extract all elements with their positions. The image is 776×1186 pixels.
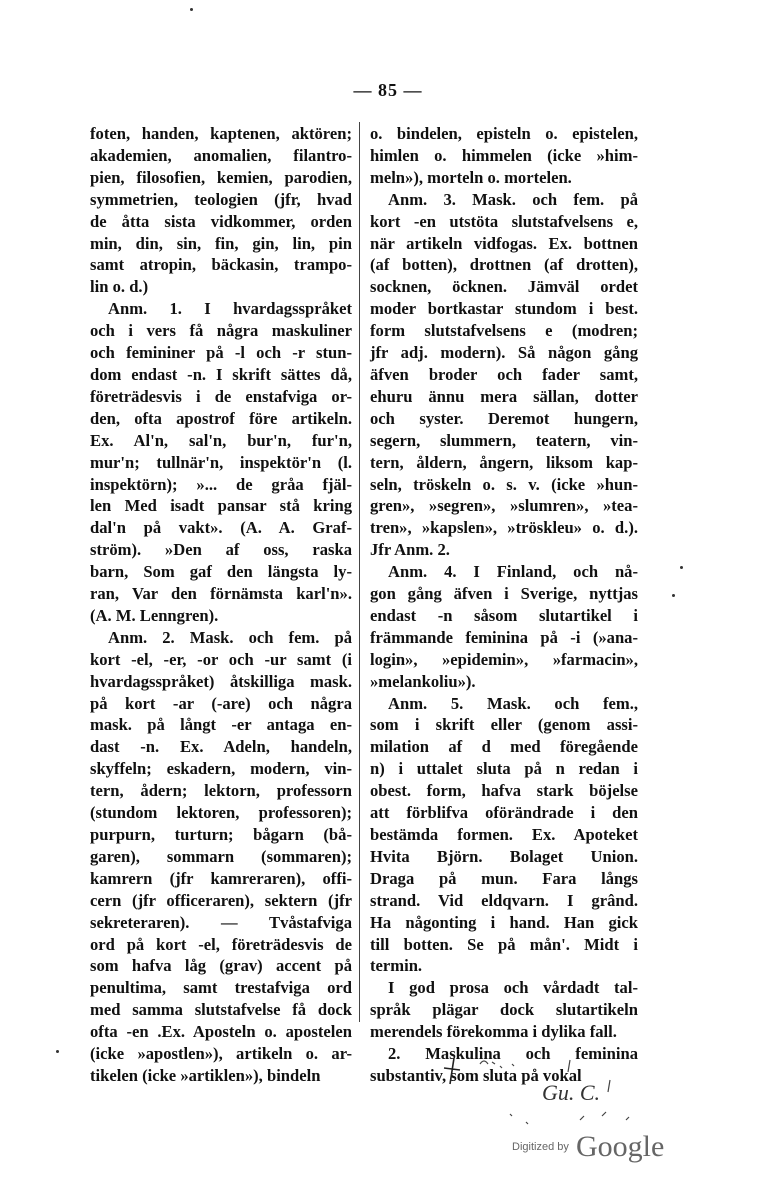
text-line: pien, filosofien, kemien, parodien,	[90, 167, 352, 187]
text-line: Anm. 5. Mask. och fem.,	[388, 693, 638, 713]
text-line: Anm. 1. I hvardagsspråket	[108, 299, 352, 319]
text-line: (A. M. Lenngren).	[90, 605, 219, 625]
text-line: (stundom lektoren, professoren);	[90, 803, 352, 823]
text-line: (af botten), drottnen (af drotten),	[370, 255, 638, 275]
text-line: med samma slutstafvelse få dock	[90, 1000, 352, 1020]
text-line: när artikeln vidfogas. Ex. bottnen	[370, 233, 638, 253]
text-line: och syster. Deremot hungern,	[370, 408, 638, 428]
right-column	[370, 123, 638, 1087]
text-line: gon gång äfven i Sverige, nyttjas	[370, 584, 638, 604]
text-line: meln»), morteln o. mortelen.	[370, 167, 572, 187]
text-line: tern, åldern, ångern, liksom kap-	[370, 452, 638, 472]
text-line: login», »epidemin», »farmacin»,	[370, 649, 638, 669]
page-number: — 85 —	[353, 80, 423, 100]
text-line: tikelen (icke »artiklen»), bindeln	[90, 1065, 321, 1085]
text-line: form slutstafvelsens e (modren;	[370, 321, 638, 341]
text-line: till botten. Se på mån'. Midt i	[370, 934, 638, 954]
text-line: ström). »Den af oss, raska	[90, 540, 352, 560]
text-line: skyffeln; eskadern, modern, vin-	[90, 759, 352, 779]
text-line: socknen, öcknen. Jämväl ordet	[370, 277, 638, 297]
text-line: kort -el, -er, -or och -ur samt (i	[90, 649, 352, 669]
text-line: dast -n. Ex. Adeln, handeln,	[90, 737, 352, 757]
text-line: mask. på långt -er antaga en-	[90, 715, 352, 735]
text-line: Anm. 3. Mask. och fem. på	[388, 189, 638, 209]
text-line: den, ofta apostrof före artikeln.	[90, 408, 352, 428]
text-line: dom endast -n. I skrift sättes då,	[90, 364, 352, 384]
text-line: Anm. 2. Mask. och fem. på	[108, 627, 352, 647]
text-line: kort -en utstöta slutstafvelsens e,	[370, 211, 638, 231]
text-line: Draga på mun. Fara långs	[370, 868, 638, 888]
text-line: Jfr Anm. 2.	[370, 540, 450, 560]
text-line: garen), sommarn (sommaren);	[90, 846, 352, 866]
text-line: endast -n såsom slutartikel i	[370, 605, 638, 625]
text-line: inspektörn); »... de gråa fjäl-	[90, 474, 352, 494]
text-line: och femininer på -l och -r stun-	[90, 343, 352, 363]
digitized-watermark	[512, 1130, 682, 1166]
text-line: seln, tröskeln o. s. v. (icke »hun-	[370, 474, 638, 494]
text-line: »melankoliu»).	[370, 671, 476, 691]
text-line: akademien, anomalien, filantro-	[90, 145, 352, 165]
text-line: I god prosa och vårdadt tal-	[388, 978, 638, 998]
text-line: (icke »apostlen»), artikeln o. ar-	[90, 1044, 352, 1064]
text-line: 2. Maskulina och feminina	[388, 1044, 638, 1064]
text-line: substantiv, som sluta på vokal	[370, 1065, 582, 1085]
watermark-prefix: Digitized by	[512, 1141, 569, 1153]
text-line: Anm. 4. I Finland, och nå-	[388, 562, 638, 582]
text-line: lin o. d.)	[90, 277, 149, 297]
text-line: termin.	[370, 956, 423, 976]
watermark-brand: Google	[575, 1130, 665, 1163]
text-line: moder bortkastar stundom i best.	[370, 299, 638, 319]
text-line: Hvita Björn. Bolaget Union.	[370, 846, 638, 866]
text-line: hvardagsspråket) åtskilliga mask.	[90, 671, 352, 691]
text-line: strand. Vid eldqvarn. I grând.	[370, 890, 638, 910]
text-line: cern (jfr officeraren), sektern (jfr	[90, 890, 352, 910]
handwriting-marks	[430, 1050, 650, 1140]
left-column	[90, 123, 352, 1087]
text-line: obest. form, hafva stark böjelse	[370, 781, 638, 801]
text-line: ofta -en .Ex. Aposteln o. apostelen	[90, 1022, 352, 1042]
text-line: mur'n; tullnär'n, inspektör'n (l.	[90, 452, 352, 472]
text-line: äfven broder och fader samt,	[370, 364, 638, 384]
text-line: symmetrien, teologien (jfr, hvad	[90, 189, 352, 209]
text-line: på kort -ar (-are) och några	[90, 693, 352, 713]
text-line: Ex. Al'n, sal'n, bur'n, fur'n,	[90, 430, 352, 450]
text-line: kamrern (jfr kamreraren), offi-	[90, 868, 352, 888]
text-line: o. bindelen, episteln o. epistelen,	[370, 124, 638, 143]
handwritten-note	[430, 1050, 650, 1140]
text-line: milation af d med föregående	[370, 737, 638, 757]
text-line: främmande feminina på -i (»ana-	[370, 627, 638, 647]
text-line: merendels förekomma i dylika fall.	[370, 1022, 617, 1042]
note-text: Gu. C.	[542, 1080, 601, 1105]
text-line: foten, handen, kaptenen, aktören;	[90, 124, 352, 143]
text-line: ord på kort -el, företrädesvis de	[90, 934, 352, 954]
text-line: bestämda formen. Ex. Apoteket	[370, 825, 638, 844]
text-line: ehuru ännu mera sällan, dotter	[370, 386, 638, 406]
text-line: de åtta sista vidkommer, orden	[90, 211, 352, 231]
text-line: ran, Var den förnämsta karl'n».	[90, 584, 352, 604]
speck	[672, 594, 675, 597]
text-line: samt atropin, bäckasin, trampo-	[90, 255, 352, 275]
text-line: barn, Som gaf den längsta ly-	[90, 562, 352, 582]
text-line: jfr adj. modern). Så någon gång	[370, 343, 638, 363]
text-line: att förblifva oförändrade i den	[370, 803, 638, 823]
text-line: som hafva låg (grav) accent på	[90, 956, 352, 976]
text-line: och i vers få några maskuliner	[90, 321, 352, 341]
text-line: Ha någonting i hand. Han gick	[370, 912, 638, 932]
text-line: sekreteraren). — Tvåstafviga	[90, 912, 352, 932]
text-line: min, din, sin, fin, gin, lin, pin	[90, 233, 352, 253]
text-line: himlen o. himmelen (icke »him-	[370, 145, 638, 165]
speck	[56, 1050, 59, 1053]
column-divider	[359, 122, 360, 1022]
text-line: dal'n på vakt». (A. A. Graf-	[90, 518, 352, 538]
text-line: företrädesvis i de enstafviga or-	[90, 386, 352, 406]
text-line: tern, ådern; lektorn, professorn	[90, 781, 352, 801]
text-line: n) i uttalet sluta på n redan i	[370, 759, 638, 779]
text-line: segern, slummern, teatern, vin-	[370, 430, 638, 450]
text-line: språk plägar dock slutartikeln	[370, 1000, 638, 1020]
text-line: tren», »kapslen», »tröskleu» o. d.).	[370, 518, 638, 538]
text-line: len Med isadt pansar stå kring	[90, 496, 352, 516]
text-line: som i skrift eller (genom assi-	[370, 715, 638, 735]
text-line: purpurn, turturn; bågarn (bå-	[90, 825, 352, 844]
text-line: gren», »segren», »slumren», »tea-	[370, 496, 638, 516]
speck	[190, 8, 193, 11]
text-line: penultima, samt trestafviga ord	[90, 978, 352, 998]
speck	[680, 566, 683, 569]
